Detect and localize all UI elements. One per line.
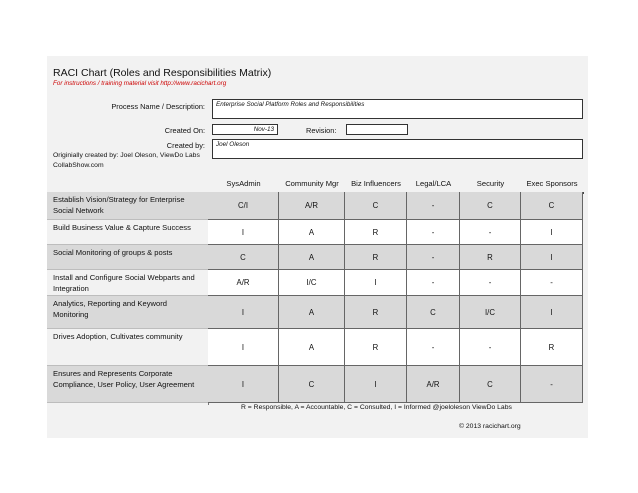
row-separator [47, 402, 208, 403]
raci-cell[interactable]: I [521, 296, 583, 329]
raci-cell[interactable]: - [460, 220, 521, 245]
raci-cell[interactable]: R [345, 296, 407, 329]
site-credit: CollabShow.com [53, 162, 104, 169]
raci-cell[interactable]: I [521, 245, 583, 270]
raci-cell[interactable]: C [460, 192, 521, 220]
raci-cell[interactable]: - [407, 220, 460, 245]
row-label: Social Monitoring of groups & posts [53, 248, 173, 257]
raci-cell[interactable]: I [208, 220, 279, 245]
raci-cell[interactable]: I [521, 220, 583, 245]
raci-cell[interactable]: I/C [460, 296, 521, 329]
raci-cell[interactable]: C [345, 192, 407, 220]
row-label: Establish Vision/Strategy for Enterprise Social Network [53, 195, 185, 215]
created-by-field[interactable]: Joel Oleson [212, 139, 583, 159]
raci-cell[interactable]: A [279, 329, 345, 366]
instructions-link[interactable]: For instructions / training material visit http://www.racichart.org [53, 80, 227, 87]
original-credit: Originially created by: Joel Oleson, ViewDo Labs [53, 152, 200, 159]
raci-cell[interactable]: R [345, 329, 407, 366]
raci-cell[interactable]: A/R [208, 270, 279, 296]
raci-cell[interactable]: - [521, 270, 583, 296]
raci-cell[interactable]: A [279, 220, 345, 245]
chart-title: RACI Chart (Roles and Responsibilities Matrix) [53, 67, 272, 79]
created-by-label: Created by: [166, 141, 205, 150]
raci-cell[interactable]: - [407, 329, 460, 366]
raci-cell[interactable]: - [521, 366, 583, 403]
raci-cell[interactable]: - [407, 192, 460, 220]
raci-cell[interactable]: A/R [279, 192, 345, 220]
column-header: Community Mgr [285, 179, 339, 188]
raci-cell[interactable]: R [345, 220, 407, 245]
column-header: Exec Sponsors [526, 179, 578, 188]
raci-cell[interactable]: I [208, 296, 279, 329]
raci-cell[interactable]: - [407, 245, 460, 270]
raci-cell[interactable]: C [208, 245, 279, 270]
created-on-label: Created On: [164, 126, 205, 135]
row-label: Analytics, Reporting and Keyword Monitoring [53, 299, 167, 319]
row-label: Ensures and Represents Corporate Compliance, User Policy, User Agreement [53, 369, 195, 389]
raci-cell[interactable]: A [279, 296, 345, 329]
raci-cell[interactable]: C [279, 366, 345, 403]
raci-cell[interactable]: C [521, 192, 583, 220]
raci-cell[interactable]: I/C [279, 270, 345, 296]
created-on-field[interactable]: Nov-13 [212, 124, 278, 135]
column-header: SysAdmin [226, 179, 261, 188]
raci-cell[interactable]: C/I [208, 192, 279, 220]
row-label: Build Business Value & Capture Success [53, 223, 191, 232]
raci-cell[interactable]: R [521, 329, 583, 366]
process-name-field[interactable]: Enterprise Social Platform Roles and Responsibilities [212, 99, 583, 119]
raci-cell[interactable]: - [460, 329, 521, 366]
process-name-label: Process Name / Description: [111, 102, 205, 111]
raci-cell[interactable]: I [208, 366, 279, 403]
raci-cell[interactable]: A [279, 245, 345, 270]
raci-cell[interactable]: A/R [407, 366, 460, 403]
raci-cell[interactable]: C [407, 296, 460, 329]
raci-cell[interactable]: R [460, 245, 521, 270]
revision-label: Revision: [306, 126, 337, 135]
raci-cell[interactable]: C [460, 366, 521, 403]
raci-cell[interactable]: - [460, 270, 521, 296]
raci-cell[interactable]: I [345, 270, 407, 296]
column-header: Legal/LCA [415, 179, 452, 188]
column-header: Security [476, 179, 505, 188]
copyright-text: © 2013 racichart.org [459, 423, 521, 430]
row-label: Drives Adoption, Cultivates community [53, 332, 183, 341]
raci-cell[interactable]: R [345, 245, 407, 270]
raci-cell[interactable]: I [345, 366, 407, 403]
revision-field[interactable] [346, 124, 408, 135]
legend-text: R = Responsible, A = Accountable, C = Consulted, I = Informed @joeloleson ViewDo Labs [241, 404, 512, 411]
raci-cell[interactable]: - [407, 270, 460, 296]
raci-cell[interactable]: I [208, 329, 279, 366]
row-label: Install and Configure Social Webparts and Integration [53, 273, 195, 293]
column-header: Biz Influencers [351, 179, 401, 188]
